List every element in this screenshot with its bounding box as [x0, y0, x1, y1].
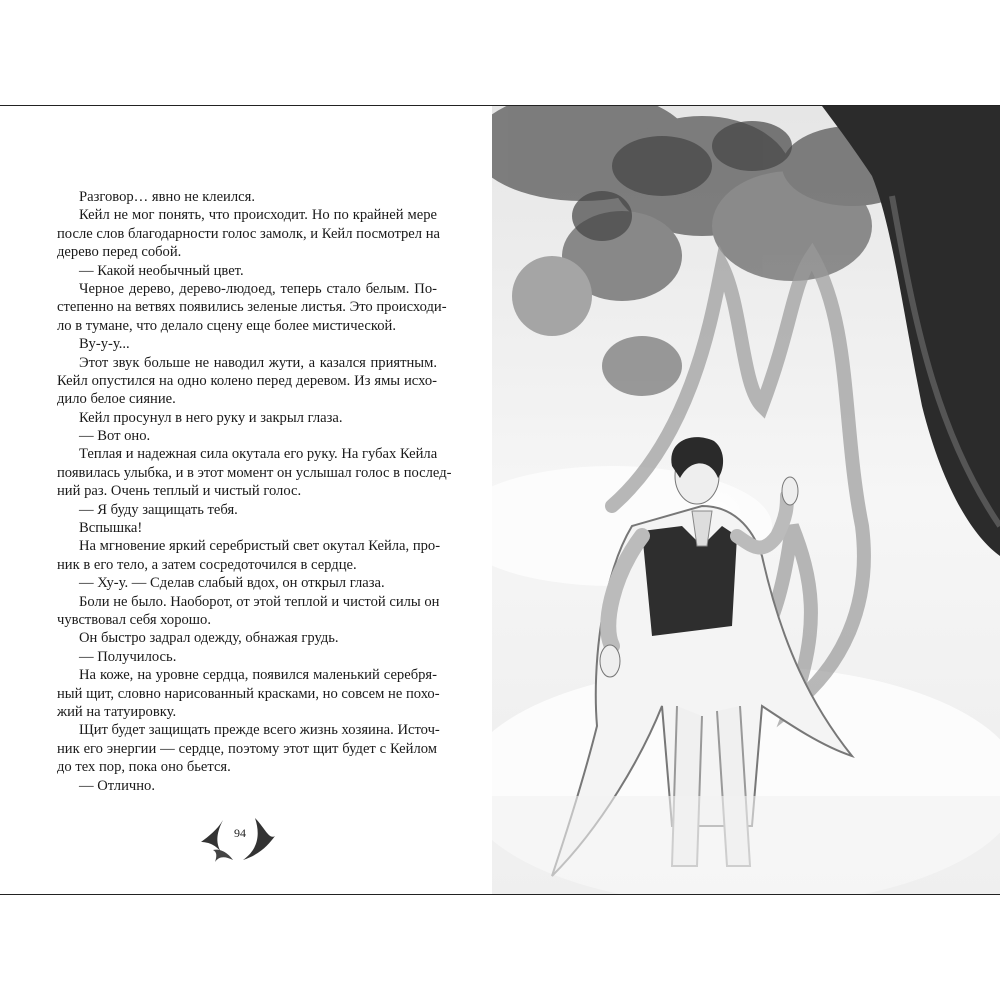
text-line: Боли не было. Наоборот, от этой теплой и чистой силы он [79, 593, 440, 610]
text-line: дило белое сияние. [57, 391, 176, 408]
text-line: Этот звук больше не наводил жути, а казался приятным. [79, 354, 437, 371]
text-line: появилась улыбка, и в этот момент он услышал голос в послед- [57, 464, 452, 481]
text-line: после слов благодарности голос замолк, и Кейл посмотрел на [57, 225, 440, 242]
text-line: — Получилось. [79, 648, 177, 665]
page-number-ornament [195, 814, 285, 874]
page-number: 94 [234, 826, 246, 840]
text-line: чувствовал себя хорошо. [57, 611, 211, 628]
text-line: ник в его тело, а затем сосредоточился в сердце. [57, 556, 357, 573]
illustration [492, 106, 1000, 894]
text-line: Кейл не мог понять, что происходит. Но по крайней мере [79, 207, 437, 224]
text-line: Теплая и надежная сила окутала его руку. На губах Кейла [79, 446, 438, 463]
text-line: На коже, на уровне сердца, появился маленький серебря- [79, 667, 437, 684]
text-line: Кейл просунул в него руку и закрыл глаза. [79, 409, 343, 426]
text-line: степенно на ветвях появились зеленые листья. Это происходи- [57, 299, 447, 316]
page-text [57, 188, 452, 795]
text-line: Ву-у-у... [79, 336, 130, 353]
left-page [0, 106, 492, 894]
text-line: ло в тумане, что делало сцену еще более мистической. [57, 317, 396, 334]
book-spread [0, 105, 1000, 895]
text-line: — Вот оно. [79, 428, 151, 445]
text-line: Он быстро задрал одежду, обнажая грудь. [79, 630, 339, 647]
text-line: — Ху-у. — Сделав слабый вдох, он открыл глаза. [79, 575, 385, 592]
text-line: ник его энергии — сердце, поэтому этот щит будет с Кейлом [57, 740, 437, 757]
text-line: Щит будет защищать прежде всего жизнь хозяина. Источ- [79, 722, 440, 739]
text-line: — Отлично. [79, 777, 155, 794]
thorn-ornament-icon [195, 814, 285, 874]
text-line: Вспышка! [79, 520, 143, 537]
text-line: жий на татуировку. [57, 703, 177, 720]
text-line: до тех пор, пока оно бьется. [57, 759, 231, 776]
text-line: дерево перед собой. [57, 244, 182, 261]
text-line: Разговор… явно не клеился. [79, 189, 255, 205]
text-line: На мгновение яркий серебристый свет окутал Кейла, про- [79, 538, 441, 555]
text-line: Кейл опустился на одно колено перед деревом. Из ямы исхо- [57, 372, 437, 389]
text-line: Черное дерево, дерево-людоед, теперь стало белым. По- [79, 280, 437, 297]
text-line: — Я буду защищать тебя. [79, 501, 238, 518]
illustration-man-under-tree-icon [492, 106, 1000, 894]
text-line: — Какой необычный цвет. [79, 262, 244, 279]
text-line: ный щит, словно нарисованный красками, но совсем не похо- [57, 685, 440, 702]
text-line: ний раз. Очень теплый и чистый голос. [57, 483, 302, 500]
